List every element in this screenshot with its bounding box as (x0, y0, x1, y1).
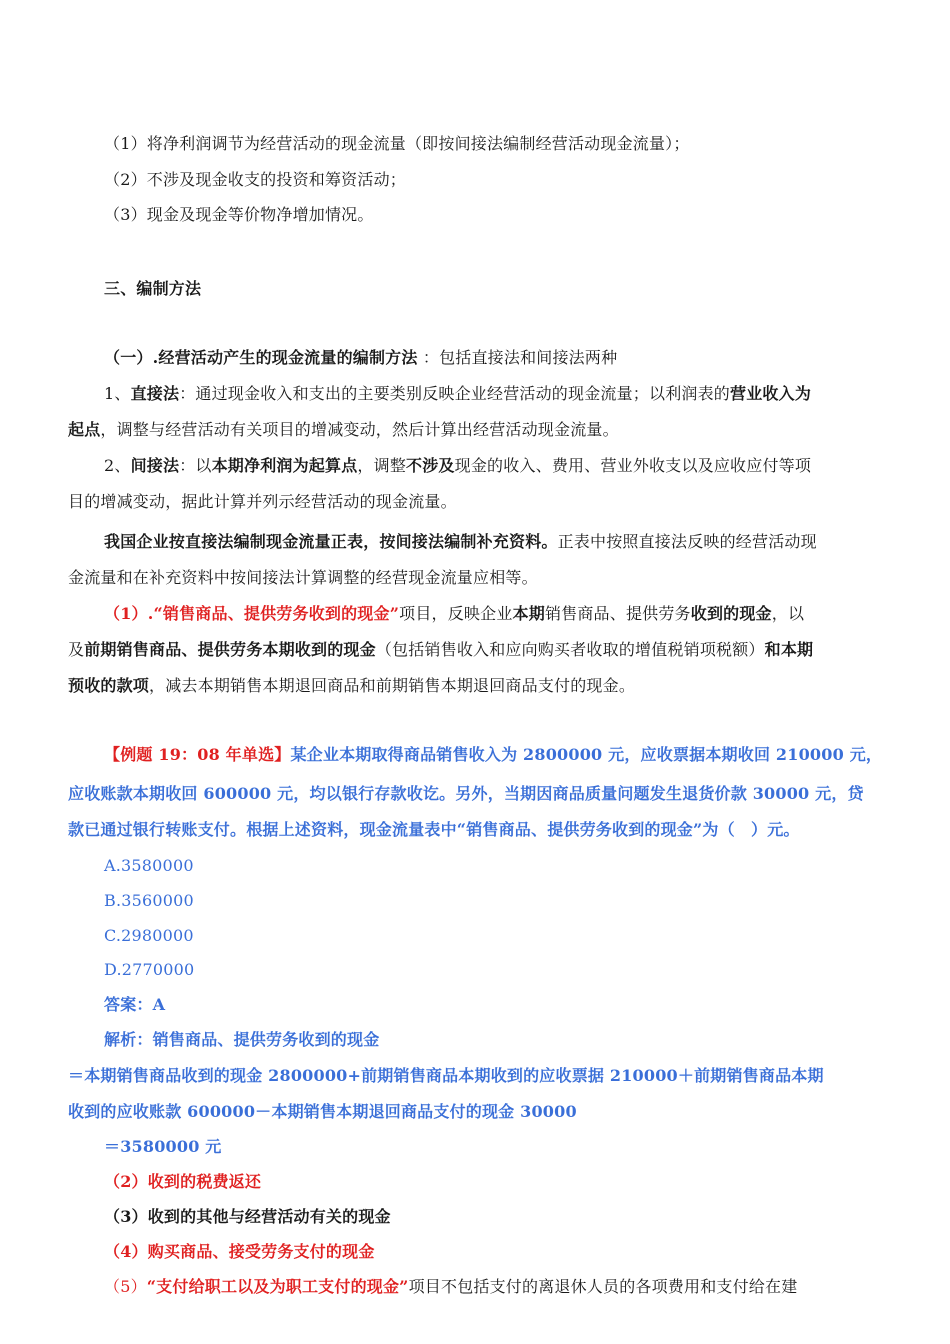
calc-line1: ＝本期销售商品收到的现金 2800000+前期销售商品本期收到的应收票据 210000＋前期销售商品本期 (68, 1066, 824, 1085)
item4: （4）购买商品、接受劳务支付的现金 (104, 1242, 375, 1261)
list-item-net-profit: （1）将净利润调节为经营活动的现金流量（即按间接法编制经营活动现金流量）； (104, 134, 690, 153)
item1-line2 (68, 640, 883, 660)
option-d: D.2770000 (104, 960, 195, 979)
item1-text1: 项目，反映企业 (399, 604, 513, 623)
example-tag: 【例题 19：08 年单选】 (104, 745, 291, 764)
calc-result: ＝3580000 元 (104, 1137, 222, 1156)
subsection-heading (104, 348, 919, 368)
indirect-number: 2、 (104, 456, 131, 475)
china-practice-emph: 我国企业按直接法编制现金流量正表，按间接法编制补充资料。 (104, 532, 558, 551)
indirect-text2: ，调整 (357, 456, 407, 475)
example-line2: 应收账款本期收回 600000 元，均以银行存款收讫。另外，当期因商品质量问题发生退货价款 30000 元，贷 (68, 784, 864, 803)
section-heading: 三、编制方法 (104, 279, 202, 298)
indirect-method-line1 (104, 456, 919, 476)
direct-emph: 营业收入为 (730, 384, 812, 403)
item1-emph2: 收到的现金 (690, 604, 772, 623)
indirect-text1: ：以 (179, 456, 212, 475)
list-item-non-cash: （2）不涉及现金收支的投资和筹资活动； (104, 170, 406, 189)
china-practice-line1 (104, 532, 919, 552)
indirect-emph2: 不涉及 (406, 456, 455, 475)
option-c: C.2980000 (104, 926, 194, 945)
item5 (104, 1277, 919, 1297)
direct-emph2: 起点 (68, 420, 101, 439)
analysis-heading: 解析：销售商品、提供劳务收到的现金 (104, 1030, 380, 1049)
item1-emph4: 和本期 (764, 640, 814, 659)
option-b: B.3560000 (104, 891, 194, 910)
direct-method-line1 (104, 384, 919, 404)
item1-emph1: 本期 (512, 604, 545, 623)
direct-number: 1、 (104, 384, 131, 403)
china-practice-text: 正表中按照直接法反映的经营活动现 (557, 532, 817, 551)
item5-text: 项目不包括支付的离退休人员的各项费用和支付给在建 (408, 1277, 798, 1296)
direct-desc: ：通过现金收入和支出的主要类别反映企业经营活动的现金流量；以利润表的 (179, 384, 731, 403)
example-text1: 某企业本期取得商品销售收入为 2800000 元，应收票据本期收回 210000 元， (290, 745, 883, 764)
item1-line3 (68, 676, 883, 696)
item1-text2: 销售商品、提供劳务 (544, 604, 691, 623)
example-line3: 款已通过银行转账支付。根据上述资料，现金流量表中“销售商品、提供劳务收到的现金”为（ ）元。 (68, 820, 800, 839)
item1-emph5: 预收的款项 (68, 676, 150, 695)
direct-method-line2 (68, 420, 883, 440)
item2: （2）收到的税费返还 (104, 1172, 262, 1191)
item5-number: （5） (104, 1277, 147, 1296)
calc-line2: 收到的应收账款 600000－本期销售本期退回商品支付的现金 30000 (68, 1102, 577, 1121)
item1-title: （1）.“销售商品、提供劳务收到的现金” (104, 604, 400, 623)
subsection-desc: ：包括直接法和间接法两种 (417, 348, 618, 367)
item1-text5: （包括销售收入和应向购买者收取的增值税销项税额） (375, 640, 765, 659)
indirect-emph1: 本期净利润为起算点 (211, 456, 358, 475)
answer: 答案：A (104, 995, 166, 1014)
subsection-title: （一）.经营活动产生的现金流量的编制方法 (104, 348, 418, 367)
direct-desc2: ，调整与经营活动有关项目的增减变动，然后计算出经营活动现金流量。 (100, 420, 619, 439)
item3: （3）收到的其他与经营活动有关的现金 (104, 1207, 391, 1226)
item1-text6: ，减去本期销售本期退回商品和前期销售本期退回商品支付的现金。 (149, 676, 636, 695)
item1-line1 (104, 604, 919, 624)
list-item-cash-increase: （3）现金及现金等价物净增加情况。 (104, 205, 374, 224)
item5-title: “支付给职工以及为职工支付的现金” (146, 1277, 409, 1296)
item1-text4: 及 (68, 640, 85, 659)
item1-emph3: 前期销售商品、提供劳务本期收到的现金 (84, 640, 376, 659)
indirect-text3: 现金的收入、费用、营业外收支以及应收应付等项 (454, 456, 812, 475)
example-line1 (104, 745, 919, 765)
china-practice-line2: 金流量和在补充资料中按间接法计算调整的经营现金流量应相等。 (68, 568, 538, 587)
direct-term: 直接法 (130, 384, 180, 403)
option-a: A.3580000 (104, 856, 194, 875)
indirect-term: 间接法 (130, 456, 180, 475)
indirect-method-line2: 目的增减变动，据此计算并列示经营活动的现金流量。 (68, 492, 457, 511)
item1-text3: ，以 (771, 604, 805, 623)
